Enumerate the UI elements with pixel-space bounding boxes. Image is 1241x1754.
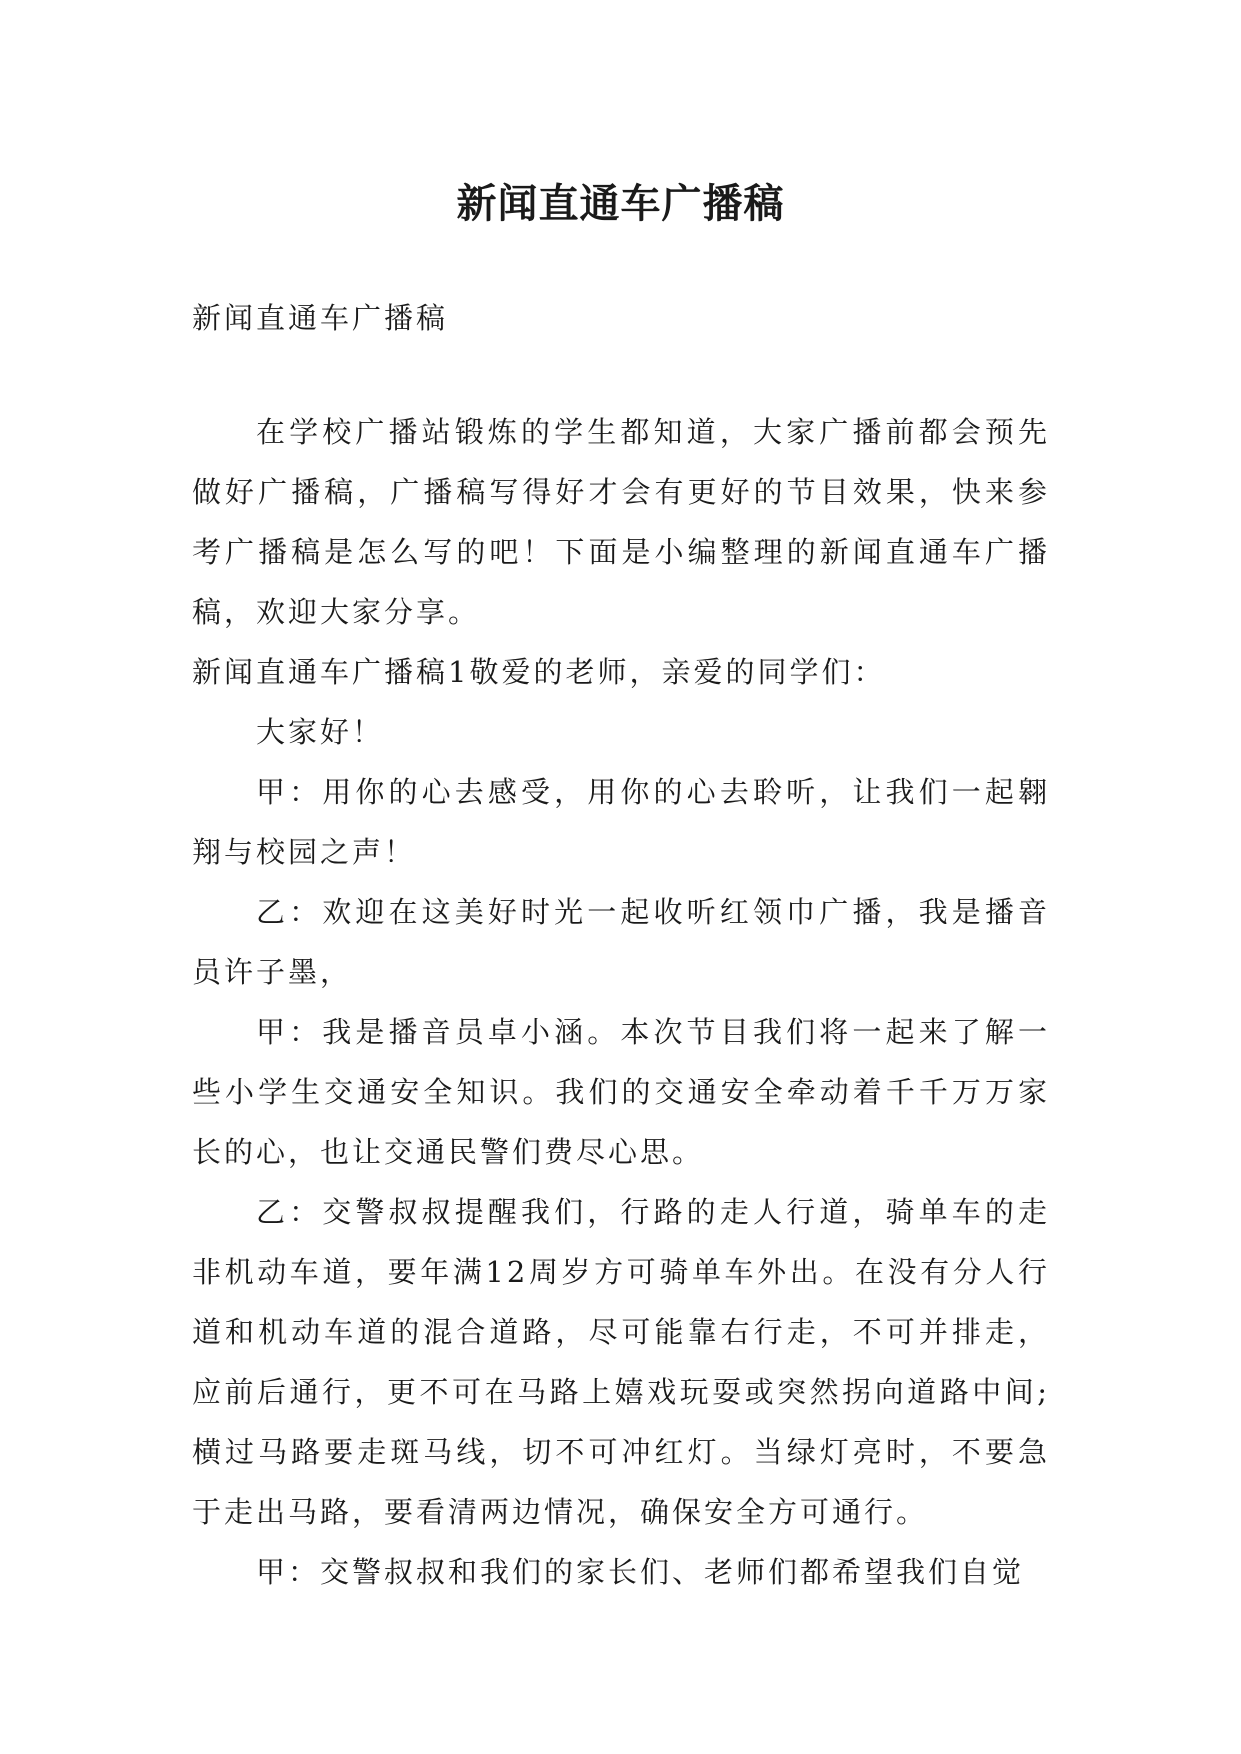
hello-paragraph: 大家好！ [256,715,385,749]
dialogue-paragraph-jia-2: 甲：我是播音员卓小涵。本次节目我们将一起来了解一些小学生交通安全知识。我们的交通安全牵动着千千万万家长的心，也让交通民警们费尽心思。 [192,1015,1050,1169]
subtitle-paragraph: 新闻直通车广播稿 [192,301,449,335]
document-body [192,288,1050,1602]
dialogue-paragraph-yi-2: 乙：交警叔叔提醒我们，行路的走人行道，骑单车的走非机动车道，要年满12周岁方可骑单车外出。在没有分人行道和机动车道的混合道路，尽可能靠右行走，不可并排走，应前后通行，更不可在马路上嬉戏玩耍或突然拐向道路中间;横过马路要走斑马线，切不可冲红灯。当绿灯亮时，不要急于走出马路，要看清两边情况，确保安全方可通行。 [192,1195,1050,1529]
intro-paragraph: 在学校广播站锻炼的学生都知道，大家广播前都会预先做好广播稿，广播稿写得好才会有更好的节目效果，快来参考广播稿是怎么写的吧！下面是小编整理的新闻直通车广播稿，欢迎大家分享。 [192,415,1050,629]
dialogue-paragraph-jia-3: 甲：交警叔叔和我们的家长们、老师们都希望我们自觉 [256,1555,1025,1589]
dialogue-paragraph-yi-1: 乙：欢迎在这美好时光一起收听红领巾广播，我是播音员许子墨， [192,895,1050,989]
document-title: 新闻直通车广播稿 [456,180,785,227]
greeting-paragraph: 新闻直通车广播稿1敬爱的老师，亲爱的同学们： [192,655,886,689]
dialogue-paragraph-jia-1: 甲：用你的心去感受，用你的心去聆听，让我们一起翱翔与校园之声！ [192,775,1050,869]
